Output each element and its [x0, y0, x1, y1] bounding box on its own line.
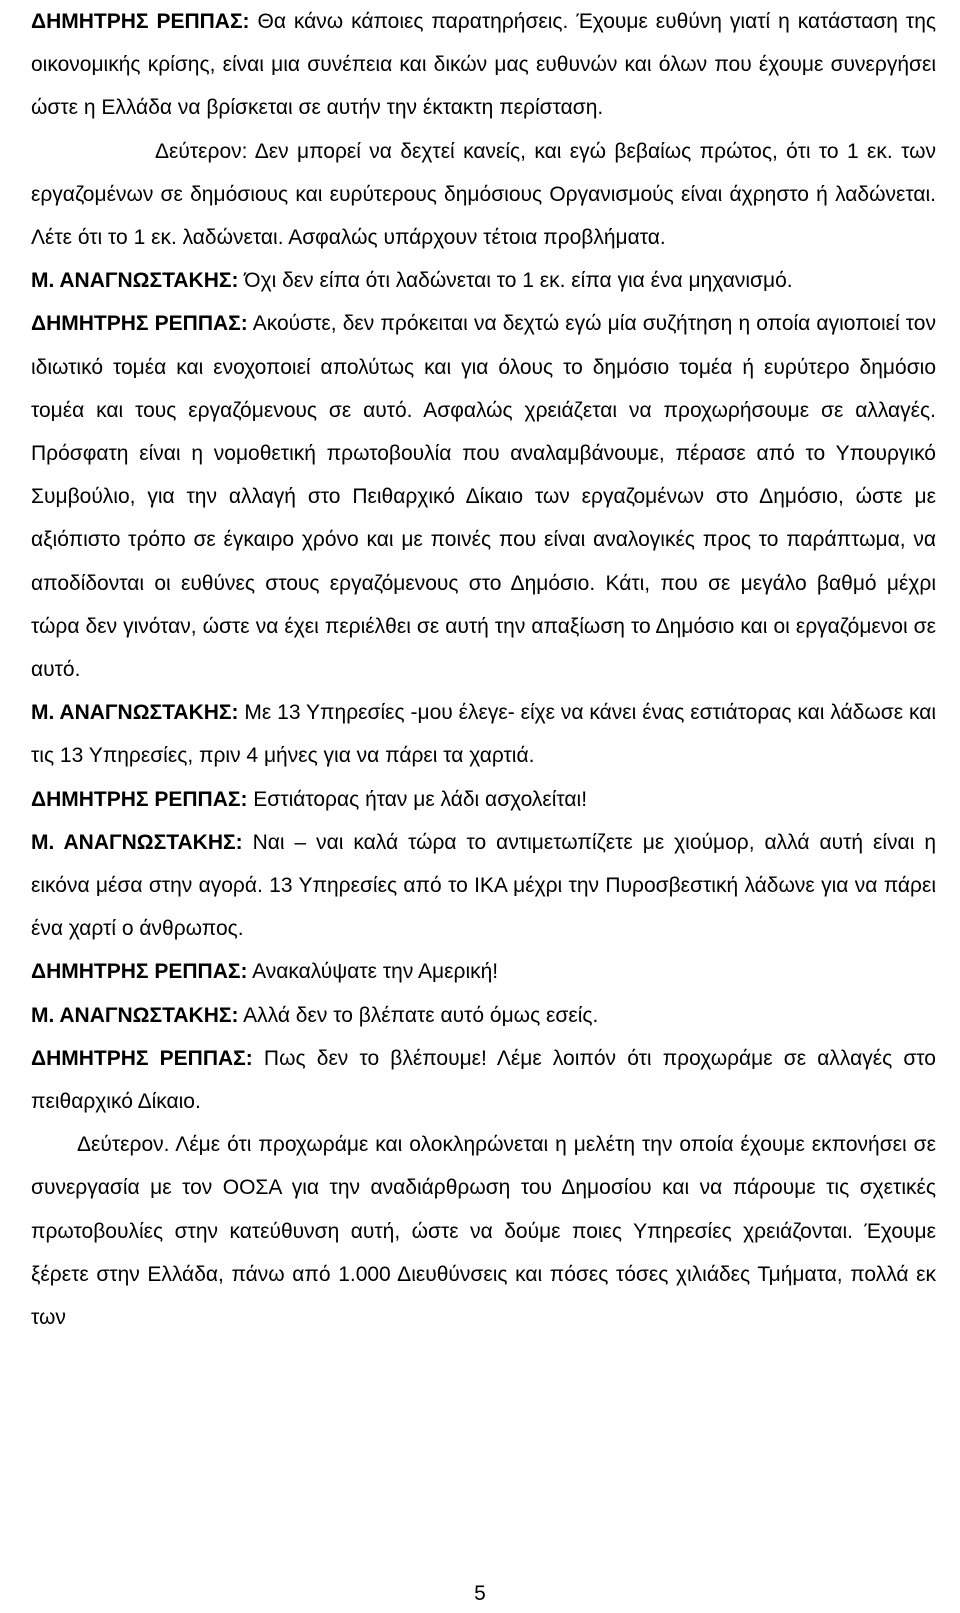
paragraph-text: Δεύτερον. Λέμε ότι προχωράμε και ολοκληρώνεται η μελέτη την οποία έχουμε εκπονήσει σε συνεργασία με τον ΟΟΣΑ για την αναδιάρθρωση του Δημοσίου και να πάρουμε τις σχετικές πρωτοβουλίες στην κατεύθυνση αυτή, ώστε να δούμε ποιες Υπηρεσίες χρειάζονται. Έχουμε ξέρετε στην Ελλάδα, πάνω από 1.000 Διευθύνσεις και πόσες τόσες χιλιάδες Τμήματα, πολλά εκ των [31, 1133, 936, 1330]
speaker-label: Μ. ΑΝΑΓΝΩΣΤΑΚΗΣ: [31, 701, 239, 725]
paragraph-text: Αλλά δεν το βλέπατε αυτό όμως εσείς. [238, 1003, 599, 1027]
paragraph-text: Όχι δεν είπα ότι λαδώνεται το 1 εκ. είπα για ένα μηχανισμό. [238, 269, 793, 293]
paragraph-3 [31, 259, 936, 302]
speaker-label: ΔΗΜΗΤΡΗΣ ΡΕΠΠΑΣ: [31, 10, 250, 33]
speaker-label: Μ. ΑΝΑΓΝΩΣΤΑΚΗΣ: [31, 830, 243, 854]
paragraph-8 [31, 950, 936, 993]
speaker-label: ΔΗΜΗΤΡΗΣ ΡΕΠΠΑΣ: [31, 1046, 253, 1070]
paragraph-text: Με 13 Υπηρεσίες -μου έλεγε- είχε να κάνει ένας εστιάτορας και λάδωσε και τις 13 Υπηρεσίες, πριν 4 μήνες για να πάρει τα χαρτιά. [31, 701, 937, 768]
speaker-label: ΔΗΜΗΤΡΗΣ ΡΕΠΠΑΣ: [31, 960, 248, 984]
speaker-label: ΔΗΜΗΤΡΗΣ ΡΕΠΠΑΣ: [31, 312, 248, 336]
page-number: 5 [474, 1582, 486, 1605]
paragraph-text: Εστιάτορας ήταν με λάδι ασχολείται! [247, 787, 588, 811]
speaker-label: Μ. ΑΝΑΓΝΩΣΤΑΚΗΣ: [31, 1003, 239, 1027]
paragraph-6 [31, 778, 936, 821]
paragraph-text: Ανακαλύψατε την Αμερική! [247, 960, 499, 984]
paragraph-9 [31, 994, 936, 1037]
paragraph-4 [31, 302, 936, 691]
document-body [31, 0, 936, 1339]
paragraph-text: Πως δεν το βλέπουμε! Λέμε λοιπόν ότι προχωράμε σε αλλαγές στο πειθαρχικό Δίκαιο. [31, 1046, 936, 1114]
paragraph-text: Δεύτερον: Δεν μπορεί να δεχτεί κανείς, και εγώ βεβαίως πρώτος, ότι το 1 εκ. των εργαζομένων σε δημόσιους και ευρύτερους δημόσιους Οργανισμούς είναι άχρηστο ή λαδώνεται. Λέτε ότι το 1 εκ. λαδώνεται. Ασφαλώς υπάρχουν τέτοια προβλήματα. [31, 139, 936, 250]
speaker-label: Μ. ΑΝΑΓΝΩΣΤΑΚΗΣ: [31, 269, 239, 293]
paragraph-11 [31, 1123, 936, 1339]
paragraph-text: Ακούστε, δεν πρόκειται να δεχτώ εγώ μία συζήτηση η οποία αγιοποιεί τον ιδιωτικό τομέα και ενοχοποιεί απολύτως και για όλους το δημόσιο τομέα ή ευρύτερο δημόσιο τομέα και τους εργαζόμενους σε αυτό. Ασφαλώς χρειάζεται να προχωρήσουμε σε αλλαγές. Πρόσφατη είναι η νομοθετική πρωτοβουλία που αναλαμβάνουμε, πέρασε από το Υπουργικό Συμβούλιο, για την αλλαγή στο Πειθαρχικό Δίκαιο των εργαζομένων στο Δημόσιο, ώστε με αξιόπιστο τρόπο σε έγκαιρο χρόνο και με ποινές που είναι αναλογικές προς το παράπτωμα, να αποδίδονται οι ευθύνες στους εργαζόμενους στο Δημόσιο. Κάτι, που σε μεγάλο βαθμό μέχρι τώρα δεν γινόταν, ώστε να έχει περιέλθει σε αυτή την απαξίωση το Δημόσιο και οι εργαζόμενοι σε αυτό. [31, 312, 936, 682]
paragraph-text: Ναι – ναι καλά τώρα το αντιμετωπίζετε με χιούμορ, αλλά αυτή είναι η εικόνα μέσα στην αγορά. 13 Υπηρεσίες από το ΙΚΑ μέχρι την Πυροσβεστική λάδωνε για να πάρει ένα χαρτί ο άνθρωπος. [31, 830, 937, 941]
paragraph-1 [31, 0, 936, 130]
paragraph-10 [31, 1037, 936, 1123]
paragraph-5 [31, 691, 936, 777]
speaker-label: ΔΗΜΗΤΡΗΣ ΡΕΠΠΑΣ: [31, 787, 248, 811]
paragraph-text: Θα κάνω κάποιες παρατηρήσεις. Έχουμε ευθύνη γιατί η κατάσταση της οικονομικής κρίσης, είναι μια συνέπεια και δικών μας ευθυνών και όλων που έχουμε συνεργήσει ώστε η Ελλάδα να βρίσκεται σε αυτήν την έκτακτη περίσταση. [31, 10, 936, 120]
paragraph-7 [31, 821, 936, 951]
paragraph-2 [31, 130, 936, 260]
